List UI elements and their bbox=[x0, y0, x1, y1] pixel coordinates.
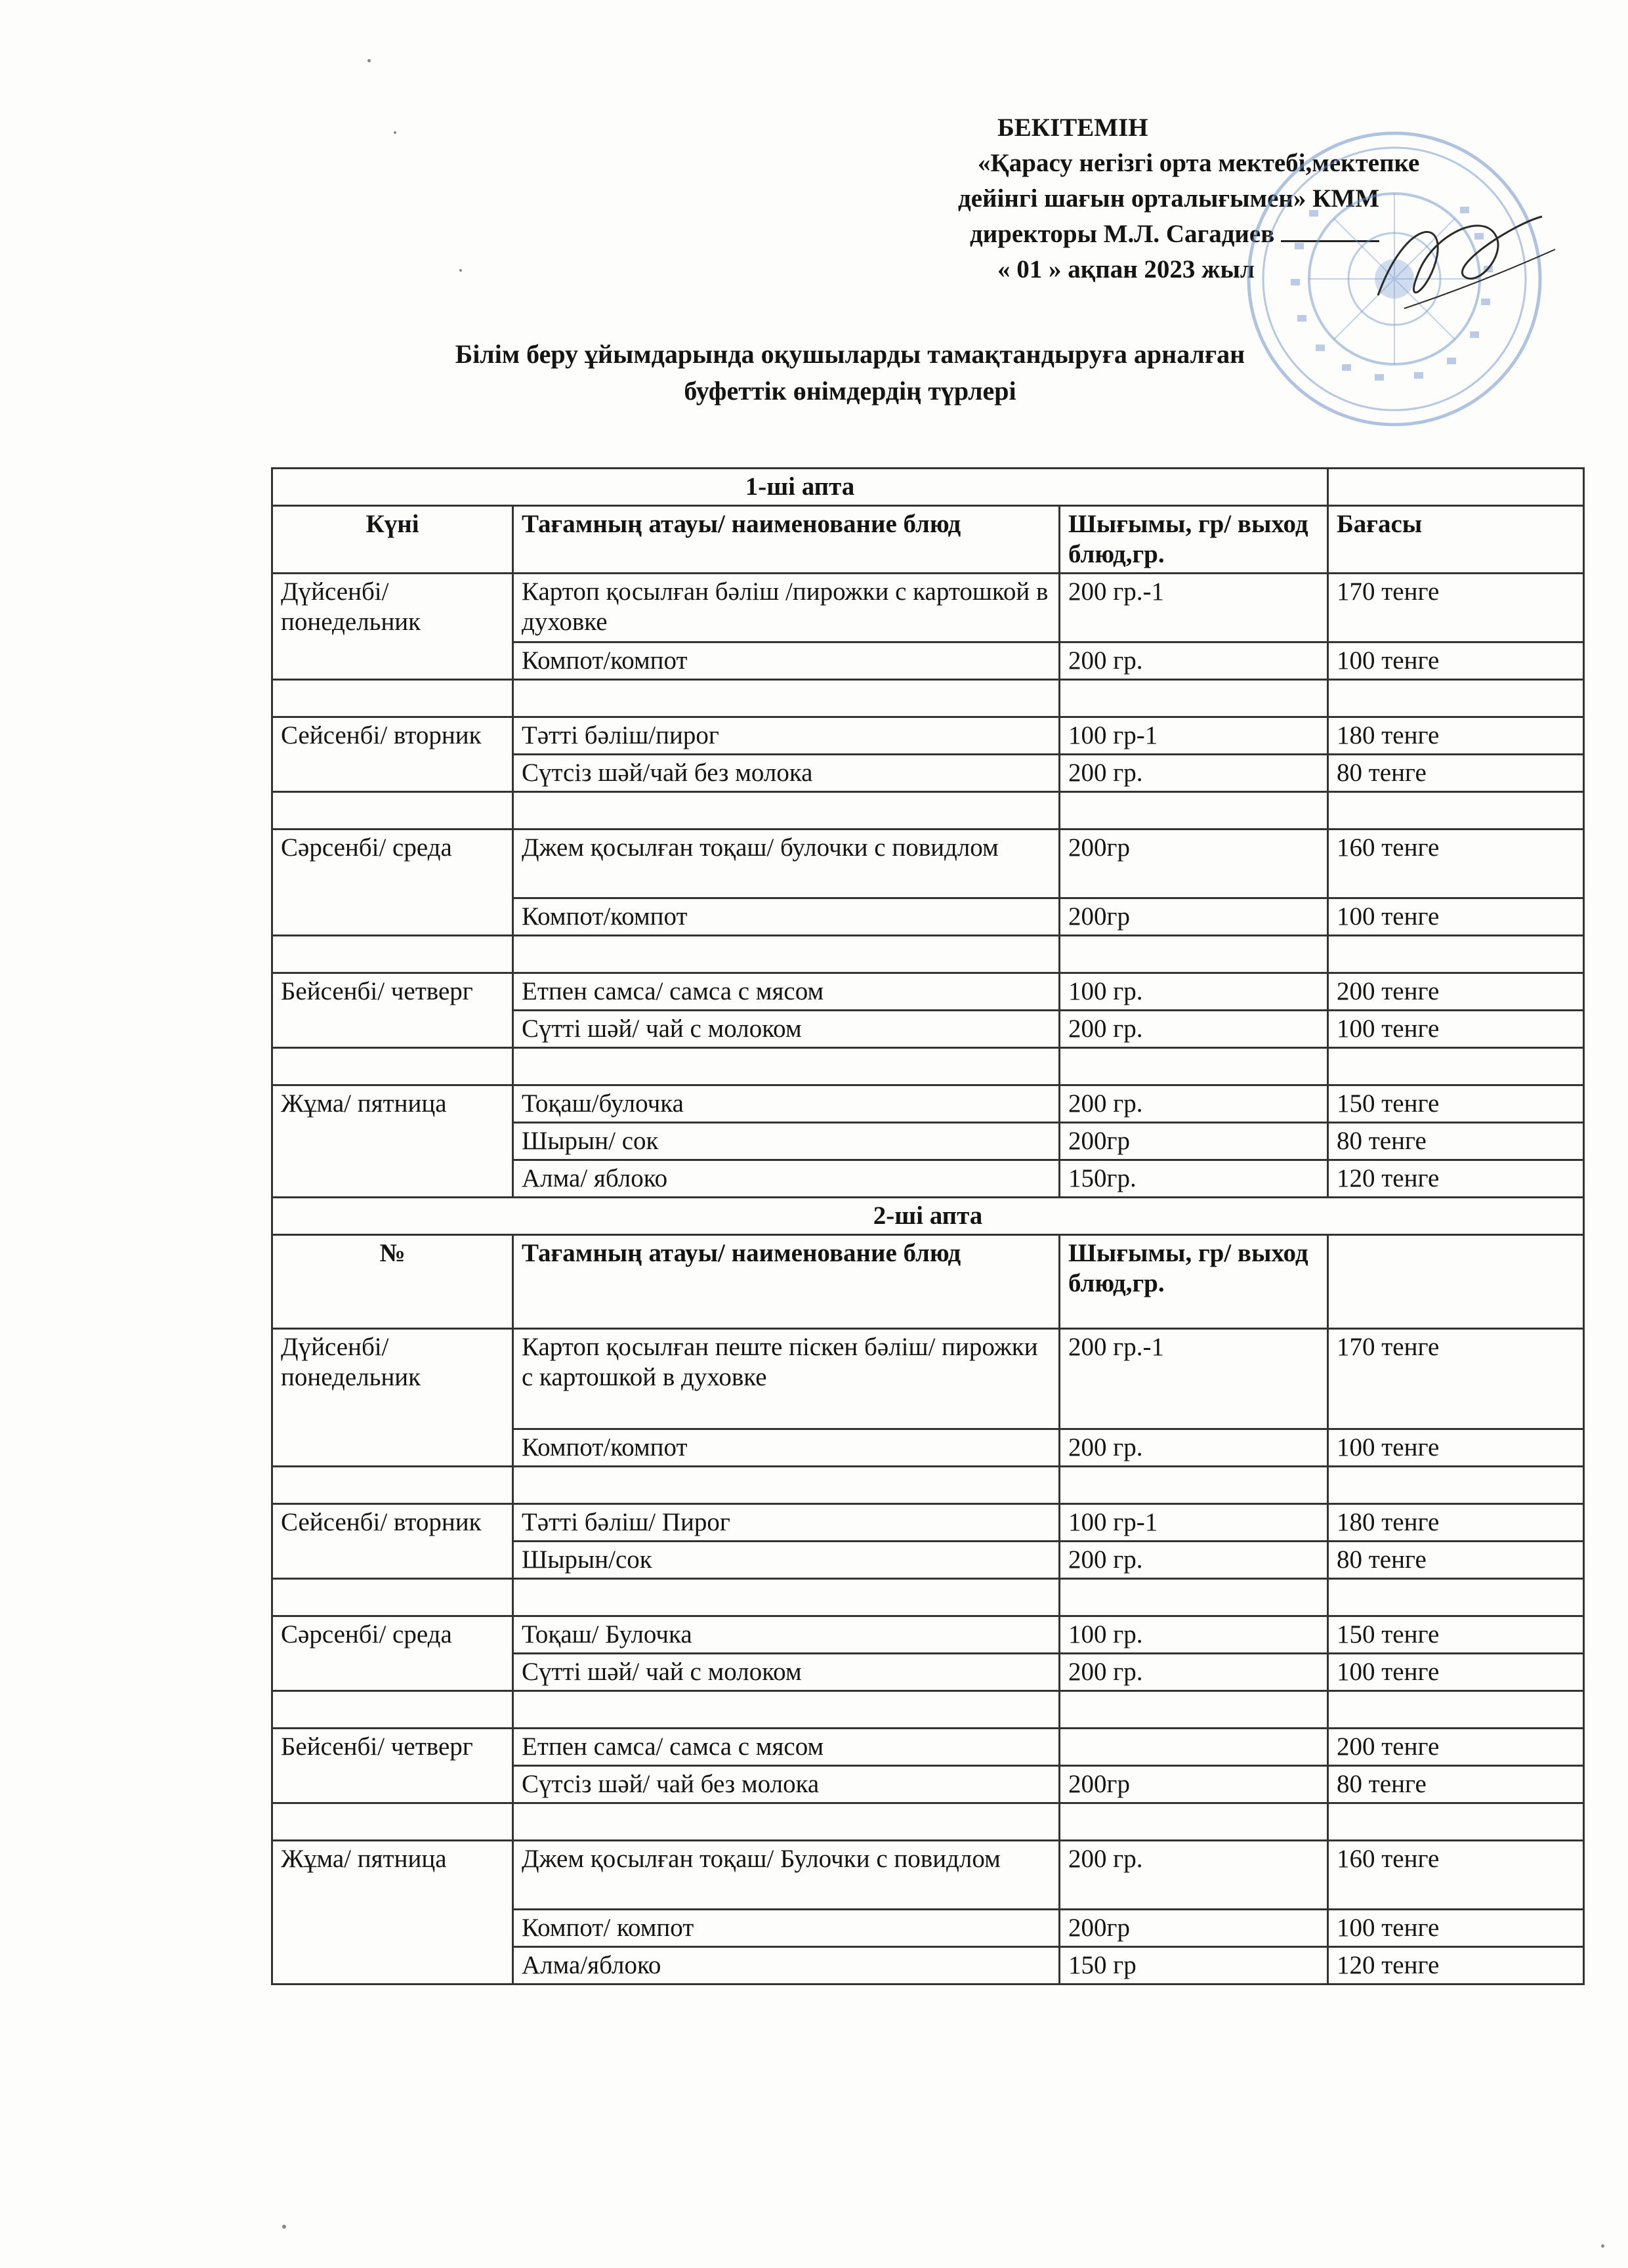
table-row bbox=[272, 1085, 1584, 1123]
dish-weight: 200гр bbox=[1060, 830, 1328, 898]
dish-price: 100 тенге bbox=[1328, 642, 1584, 680]
dish-price: 160 тенге bbox=[1328, 830, 1584, 898]
dish-weight bbox=[1060, 1729, 1328, 1766]
scan-speck bbox=[1601, 2244, 1604, 2248]
dish-weight: 200гр bbox=[1060, 1766, 1328, 1803]
scan-speck bbox=[282, 2225, 286, 2229]
dish-price: 170 тенге bbox=[1328, 1329, 1584, 1429]
table-row bbox=[272, 973, 1584, 1011]
dish-name: Картоп қосылған пеште піскен бәліш/ пирожки с картошкой в духовке bbox=[513, 1329, 1060, 1429]
week2-label: 2-ші апта bbox=[272, 1198, 1584, 1235]
dish-weight: 100 гр-1 bbox=[1060, 1504, 1328, 1542]
table-row bbox=[272, 1329, 1584, 1429]
dish-price: 120 тенге bbox=[1328, 1160, 1584, 1198]
dish-name: Алма/яблоко bbox=[513, 1947, 1060, 1984]
dish-weight: 100 гр. bbox=[1060, 973, 1328, 1011]
dish-price: 180 тенге bbox=[1328, 1504, 1584, 1542]
director-signature-icon bbox=[1365, 197, 1562, 328]
week1-label-row bbox=[272, 469, 1584, 506]
spacer-row bbox=[272, 936, 1584, 973]
table-row bbox=[272, 830, 1584, 898]
buffet-menu-table bbox=[271, 467, 1585, 1985]
dish-weight: 200 гр. bbox=[1060, 1429, 1328, 1467]
dish-price: 80 тенге bbox=[1328, 755, 1584, 792]
dish-name: Компот/ компот bbox=[513, 1910, 1060, 1947]
column-header-price: Бағасы bbox=[1328, 506, 1584, 574]
dish-name: Джем қосылған тоқаш/ Булочки с повидлом bbox=[513, 1841, 1060, 1910]
dish-weight: 200 гр. bbox=[1060, 1841, 1328, 1910]
day-cell: Жұма/ пятница bbox=[272, 1841, 513, 1984]
dish-name: Сүтті шәй/ чай с молоком bbox=[513, 1011, 1060, 1048]
table-row bbox=[272, 1616, 1584, 1654]
spacer-row bbox=[272, 1048, 1584, 1085]
dish-weight: 150гр. bbox=[1060, 1160, 1328, 1198]
spacer-row bbox=[272, 1467, 1584, 1504]
spacer-row bbox=[272, 680, 1584, 717]
column-header-day: Күні bbox=[272, 506, 513, 574]
spacer-row bbox=[272, 1691, 1584, 1729]
dish-name: Компот/компот bbox=[513, 1429, 1060, 1467]
dish-price: 100 тенге bbox=[1328, 1910, 1584, 1947]
dish-name: Сүтсіз шәй/чай без молока bbox=[513, 755, 1060, 792]
dish-weight: 200гр bbox=[1060, 898, 1328, 936]
dish-name: Компот/компот bbox=[513, 898, 1060, 936]
column-header-weight: Шығымы, гр/ выход блюд,гр. bbox=[1060, 1235, 1328, 1329]
day-cell: Сейсенбі/ вторник bbox=[272, 1504, 513, 1579]
dish-weight: 200 гр.-1 bbox=[1060, 574, 1328, 642]
approval-line-center: дейінгі шағын орталығымен» КММ bbox=[958, 184, 1380, 213]
spacer-row bbox=[272, 1579, 1584, 1616]
dish-price: 200 тенге bbox=[1328, 973, 1584, 1011]
dish-name: Тәтті бәліш/пирог bbox=[513, 717, 1060, 755]
column-header-dish: Тағамның атауы/ наименование блюд bbox=[513, 506, 1060, 574]
dish-price: 150 тенге bbox=[1328, 1616, 1584, 1654]
dish-weight: 200 гр. bbox=[1060, 1011, 1328, 1048]
dish-name: Алма/ яблоко bbox=[513, 1160, 1060, 1198]
dish-name: Шырын/сок bbox=[513, 1542, 1060, 1579]
week2-header-row bbox=[272, 1235, 1584, 1329]
dish-name: Тоқаш/булочка bbox=[513, 1085, 1060, 1123]
title-line-2: буфеттік өнімдердің түрлері bbox=[684, 376, 1016, 406]
dish-weight: 200 гр. bbox=[1060, 1654, 1328, 1691]
title-line-1: Білім беру ұйымдарында оқушыларды тамақтандыруға арналған bbox=[455, 339, 1245, 369]
dish-name: Компот/компот bbox=[513, 642, 1060, 680]
scan-speck bbox=[367, 59, 371, 62]
scan-speck bbox=[394, 131, 396, 134]
dish-price: 80 тенге bbox=[1328, 1542, 1584, 1579]
dish-price: 100 тенге bbox=[1328, 1654, 1584, 1691]
dish-price: 150 тенге bbox=[1328, 1085, 1584, 1123]
dish-price: 120 тенге bbox=[1328, 1947, 1584, 1984]
column-header-price-empty bbox=[1328, 1235, 1584, 1329]
dish-name: Тәтті бәліш/ Пирог bbox=[513, 1504, 1060, 1542]
dish-price: 100 тенге bbox=[1328, 1429, 1584, 1467]
dish-name: Джем қосылған тоқаш/ булочки с повидлом bbox=[513, 830, 1060, 898]
dish-name: Сүтті шәй/ чай с молоком bbox=[513, 1654, 1060, 1691]
director-name: директоры М.Л. Сагадиев bbox=[970, 220, 1275, 248]
dish-weight: 200 гр. bbox=[1060, 642, 1328, 680]
table-row bbox=[272, 1841, 1584, 1910]
column-header-dish: Тағамның атауы/ наименование блюд bbox=[513, 1235, 1060, 1329]
spacer-row bbox=[272, 792, 1584, 830]
day-cell: Бейсенбі/ четверг bbox=[272, 1729, 513, 1803]
dish-price: 160 тенге bbox=[1328, 1841, 1584, 1910]
day-cell: Бейсенбі/ четверг bbox=[272, 973, 513, 1048]
dish-weight: 100 гр-1 bbox=[1060, 717, 1328, 755]
dish-weight: 100 гр. bbox=[1060, 1616, 1328, 1654]
table-row bbox=[272, 1729, 1584, 1766]
column-header-weight: Шығымы, гр/ выход блюд,гр. bbox=[1060, 506, 1328, 574]
dish-weight: 200 гр. bbox=[1060, 1085, 1328, 1123]
approval-date: « 01 » ақпан 2023 жыл bbox=[997, 255, 1255, 284]
dish-weight: 200 гр. bbox=[1060, 1542, 1328, 1579]
dish-price: 80 тенге bbox=[1328, 1123, 1584, 1160]
table-row bbox=[272, 574, 1584, 642]
approval-line-school: «Қарасу негізгі орта мектебі,мектепке bbox=[978, 149, 1420, 177]
dish-name: Етпен самса/ самса с мясом bbox=[513, 1729, 1060, 1766]
day-cell: Дүйсенбі/ понедельник bbox=[272, 574, 513, 680]
dish-weight: 200 гр.-1 bbox=[1060, 1329, 1328, 1429]
day-cell: Жұма/ пятница bbox=[272, 1085, 513, 1198]
day-cell: Сәрсенбі/ среда bbox=[272, 830, 513, 936]
dish-name: Тоқаш/ Булочка bbox=[513, 1616, 1060, 1654]
day-cell: Сәрсенбі/ среда bbox=[272, 1616, 513, 1691]
week2-label-row bbox=[272, 1198, 1584, 1235]
scan-speck bbox=[459, 269, 462, 272]
dish-price: 180 тенге bbox=[1328, 717, 1584, 755]
dish-name: Етпен самса/ самса с мясом bbox=[513, 973, 1060, 1011]
table-row bbox=[272, 1504, 1584, 1542]
column-header-number: № bbox=[272, 1235, 513, 1329]
document-title bbox=[0, 336, 1628, 410]
dish-weight: 200гр bbox=[1060, 1910, 1328, 1947]
dish-price: 200 тенге bbox=[1328, 1729, 1584, 1766]
day-cell: Дүйсенбі/ понедельник bbox=[272, 1329, 513, 1467]
dish-price: 170 тенге bbox=[1328, 574, 1584, 642]
table-row bbox=[272, 717, 1584, 755]
dish-name: Сүтсіз шәй/ чай без молока bbox=[513, 1766, 1060, 1803]
dish-weight: 200 гр. bbox=[1060, 755, 1328, 792]
week1-label: 1-ші апта bbox=[272, 469, 1328, 506]
dish-price: 80 тенге bbox=[1328, 1766, 1584, 1803]
week1-header-row bbox=[272, 506, 1584, 574]
dish-weight: 150 гр bbox=[1060, 1947, 1328, 1984]
dish-weight: 200гр bbox=[1060, 1123, 1328, 1160]
dish-price: 100 тенге bbox=[1328, 898, 1584, 936]
dish-price: 100 тенге bbox=[1328, 1011, 1584, 1048]
week1-label-empty bbox=[1328, 469, 1584, 506]
dish-name: Картоп қосылған бәліш /пирожки с картошкой в духовке bbox=[513, 574, 1060, 642]
approval-heading: БЕКІТЕМІН bbox=[997, 114, 1148, 142]
day-cell: Сейсенбі/ вторник bbox=[272, 717, 513, 792]
spacer-row bbox=[272, 1803, 1584, 1841]
dish-name: Шырын/ сок bbox=[513, 1123, 1060, 1160]
